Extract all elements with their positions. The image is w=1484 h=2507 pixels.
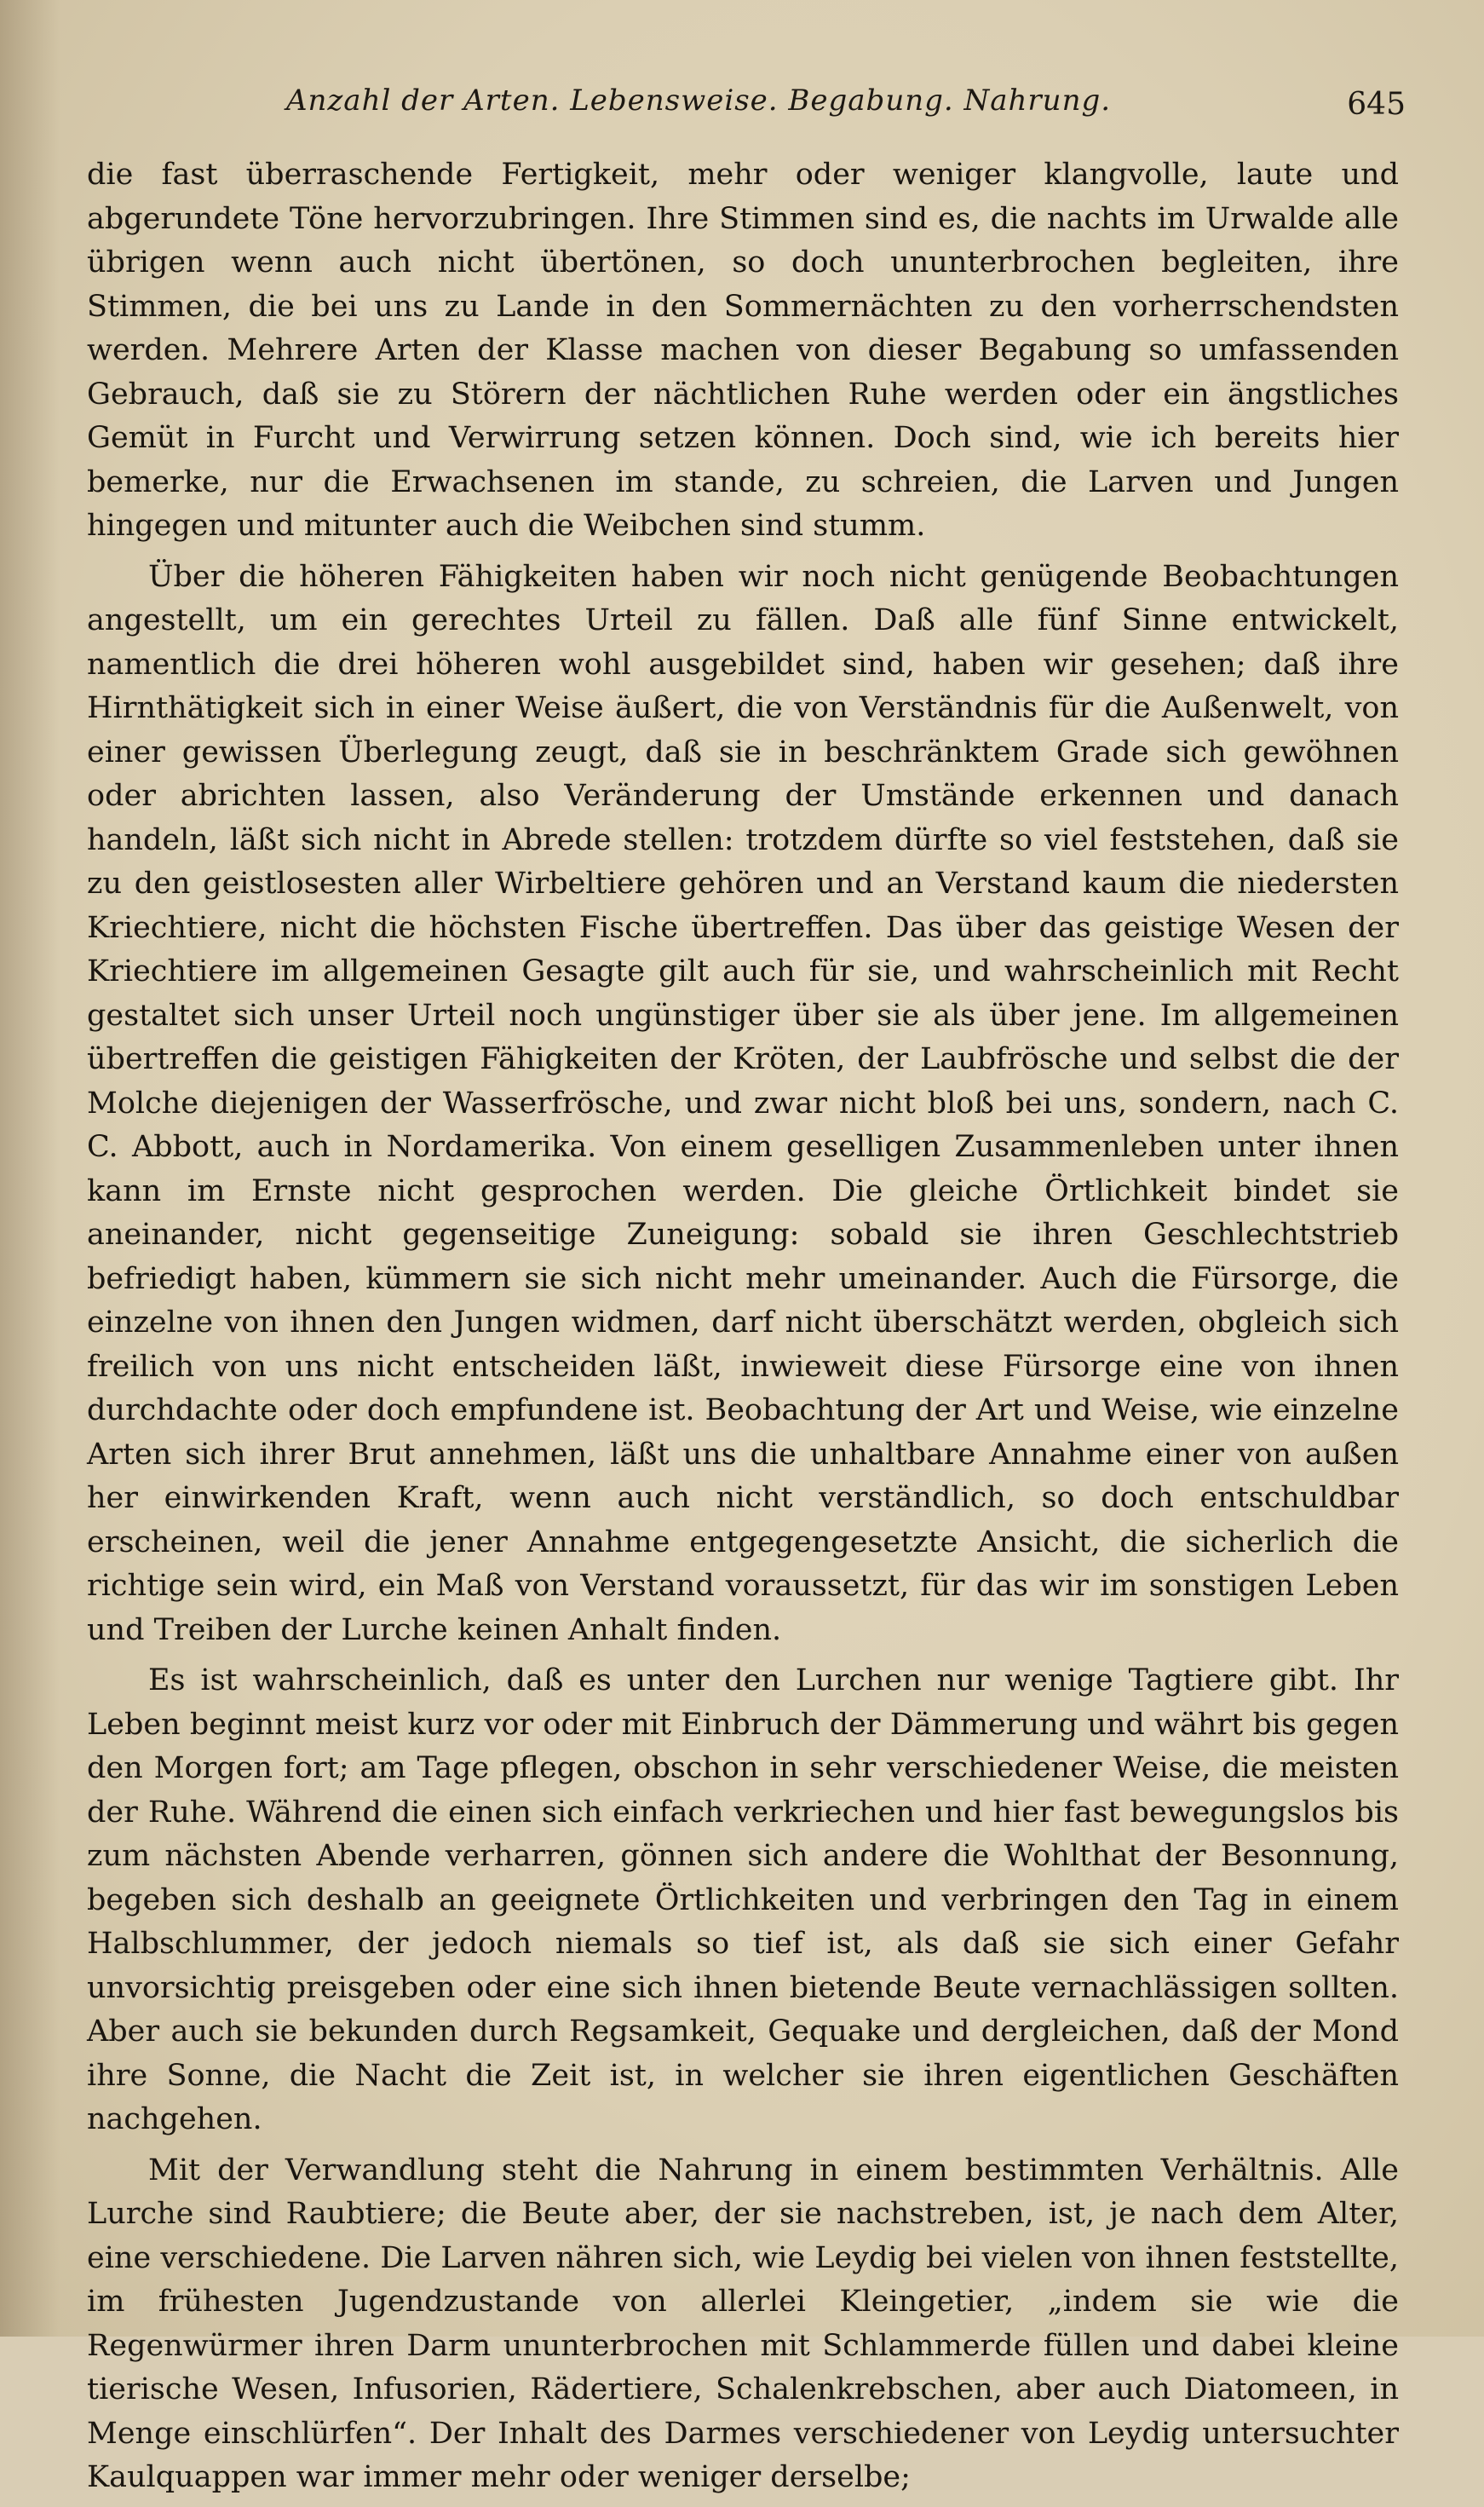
paragraph-1: die fast überraschende Fertigkeit, mehr oder weniger klangvolle, laute und abgerundete Töne hervorzubringen. Ihre Stimmen sind es, die nachts im Urwalde alle übrigen wenn auch nicht übertönen, so doch ununterbrochen begleiten, ihre Stimmen, die bei uns zu Lande in den Sommernächten zu den vorherrschendsten werden. Mehrere Arten der Klasse machen von dieser Begabung so umfassenden Gebrauch, daß sie zu Störern der nächtlichen Ruhe werden oder ein ängstliches Gemüt in Furcht und Verwirrung setzen können. Doch sind, wie ich bereits hier bemerke, nur die Erwachsenen im stande, zu schreien, die Larven und Jungen hingegen und mitunter auch die Weibchen sind stumm. — [87, 158, 1399, 543]
paragraph-3: Es ist wahrscheinlich, daß es unter den Lurchen nur wenige Tagtiere gibt. Ihr Leben beginnt meist kurz vor oder mit Einbruch der Dämmerung und währt bis gegen den Morgen fort; am Tage pflegen, obschon in sehr verschiedener Weise, die meisten der Ruhe. Während die einen sich einfach verkriechen und hier fast bewegungslos bis zum nächsten Abende verharren, gönnen sich andere die Wohlthat der Besonnung, begeben sich deshalb an geeignete Örtlichkeiten und verbringen den Tag in einem Halbschlummer, der jedoch niemals so tief ist, als daß sie sich einer Gefahr unvorsichtig preisgeben oder eine sich ihnen bietende Beute vernachlässigen sollten. Aber auch sie bekunden durch Regsamkeit, Gequake und dergleichen, daß der Mond ihre Sonne, die Nacht die Zeit ist, in welcher sie ihren eigentlichen Geschäften nachgehen. — [87, 1663, 1399, 2136]
paragraph-4: Mit der Verwandlung steht die Nahrung in einem bestimmten Verhältnis. Alle Lurche sind Raubtiere; die Beute aber, der sie nachstreben, ist, je nach dem Alter, eine verschiedene. Die Larven nähren sich, wie Leydig bei vielen von ihnen feststellte, im frühesten Jugendzustande von allerlei Kleingetier, „indem sie wie die Regenwürmer ihren Darm ununterbrochen mit Schlammerde füllen und dabei kleine tierische Wesen, Infusorien, Rädertiere, Schalenkrebschen, aber auch Diatomeen, in Menge einschlürfen“. Der Inhalt des Darmes verschiedener von Leydig untersuchter Kaulquappen war immer mehr oder weniger derselbe; — [87, 2153, 1399, 2494]
binding-shadow — [0, 0, 60, 2337]
running-head: Anzahl der Arten. Lebensweise. Begabung. Nahrung. — [285, 84, 1112, 118]
page-header — [102, 77, 1406, 128]
paragraph-2: Über die höheren Fähigkeiten haben wir noch nicht genügende Beobachtungen angestellt, um ein gerechtes Urteil zu fällen. Daß alle fünf Sinne entwickelt, namentlich die drei höheren wohl ausgebildet sind, haben wir gesehen; daß ihre Hirnthätigkeit sich in einer Weise äußert, die von Verständnis für die Außenwelt, von einer gewissen Überlegung zeugt, daß sie in beschränktem Grade sich gewöhnen oder abrichten lassen, also Veränderung der Umstände erkennen und danach handeln, läßt sich nicht in Abrede stellen: trotzdem dürfte so viel feststehen, daß sie zu den geistlosesten aller Wirbeltiere gehören und an Verstand kaum die niedersten Kriechtiere, nicht die höchsten Fische übertreffen. Das über das geistige Wesen der Kriechtiere im allgemeinen Gesagte gilt auch für sie, und wahrscheinlich mit Recht gestaltet sich unser Urteil noch ungünstiger über sie als über jene. Im allgemeinen übertreffen die geistigen Fähigkeiten der Kröten, der Laubfrösche und selbst die der Molche diejenigen der Wasserfrösche, und zwar nicht bloß bei uns, sondern, nach C. C. Abbott, auch in Nordamerika. Von einem geselligen Zusammenleben unter ihnen kann im Ernste nicht gesprochen werden. Die gleiche Örtlichkeit bindet sie aneinander, nicht gegenseitige Zuneigung: sobald sie ihren Geschlechtstrieb befriedigt haben, kümmern sie sich nicht mehr umeinander. Auch die Fürsorge, die einzelne von ihnen den Jungen widmen, darf nicht überschätzt werden, obgleich sich freilich von uns nicht entscheiden läßt, inwieweit diese Fürsorge eine von ihnen durchdachte oder doch empfundene ist. Beobachtung der Art und Weise, wie einzelne Arten sich ihrer Brut annehmen, läßt uns die unhaltbare Annahme einer von außen her einwirkenden Kraft, wenn auch nicht verständlich, so doch entschuldbar erscheinen, weil die jener Annahme entgegengesetzte Ansicht, die sicherlich die richtige sein wird, ein Maß von Verstand voraussetzt, für das wir im sonstigen Leben und Treiben der Lurche keinen Anhalt finden. — [87, 559, 1399, 1647]
page-number: 645 — [1347, 87, 1406, 122]
body-text — [87, 153, 1399, 2507]
